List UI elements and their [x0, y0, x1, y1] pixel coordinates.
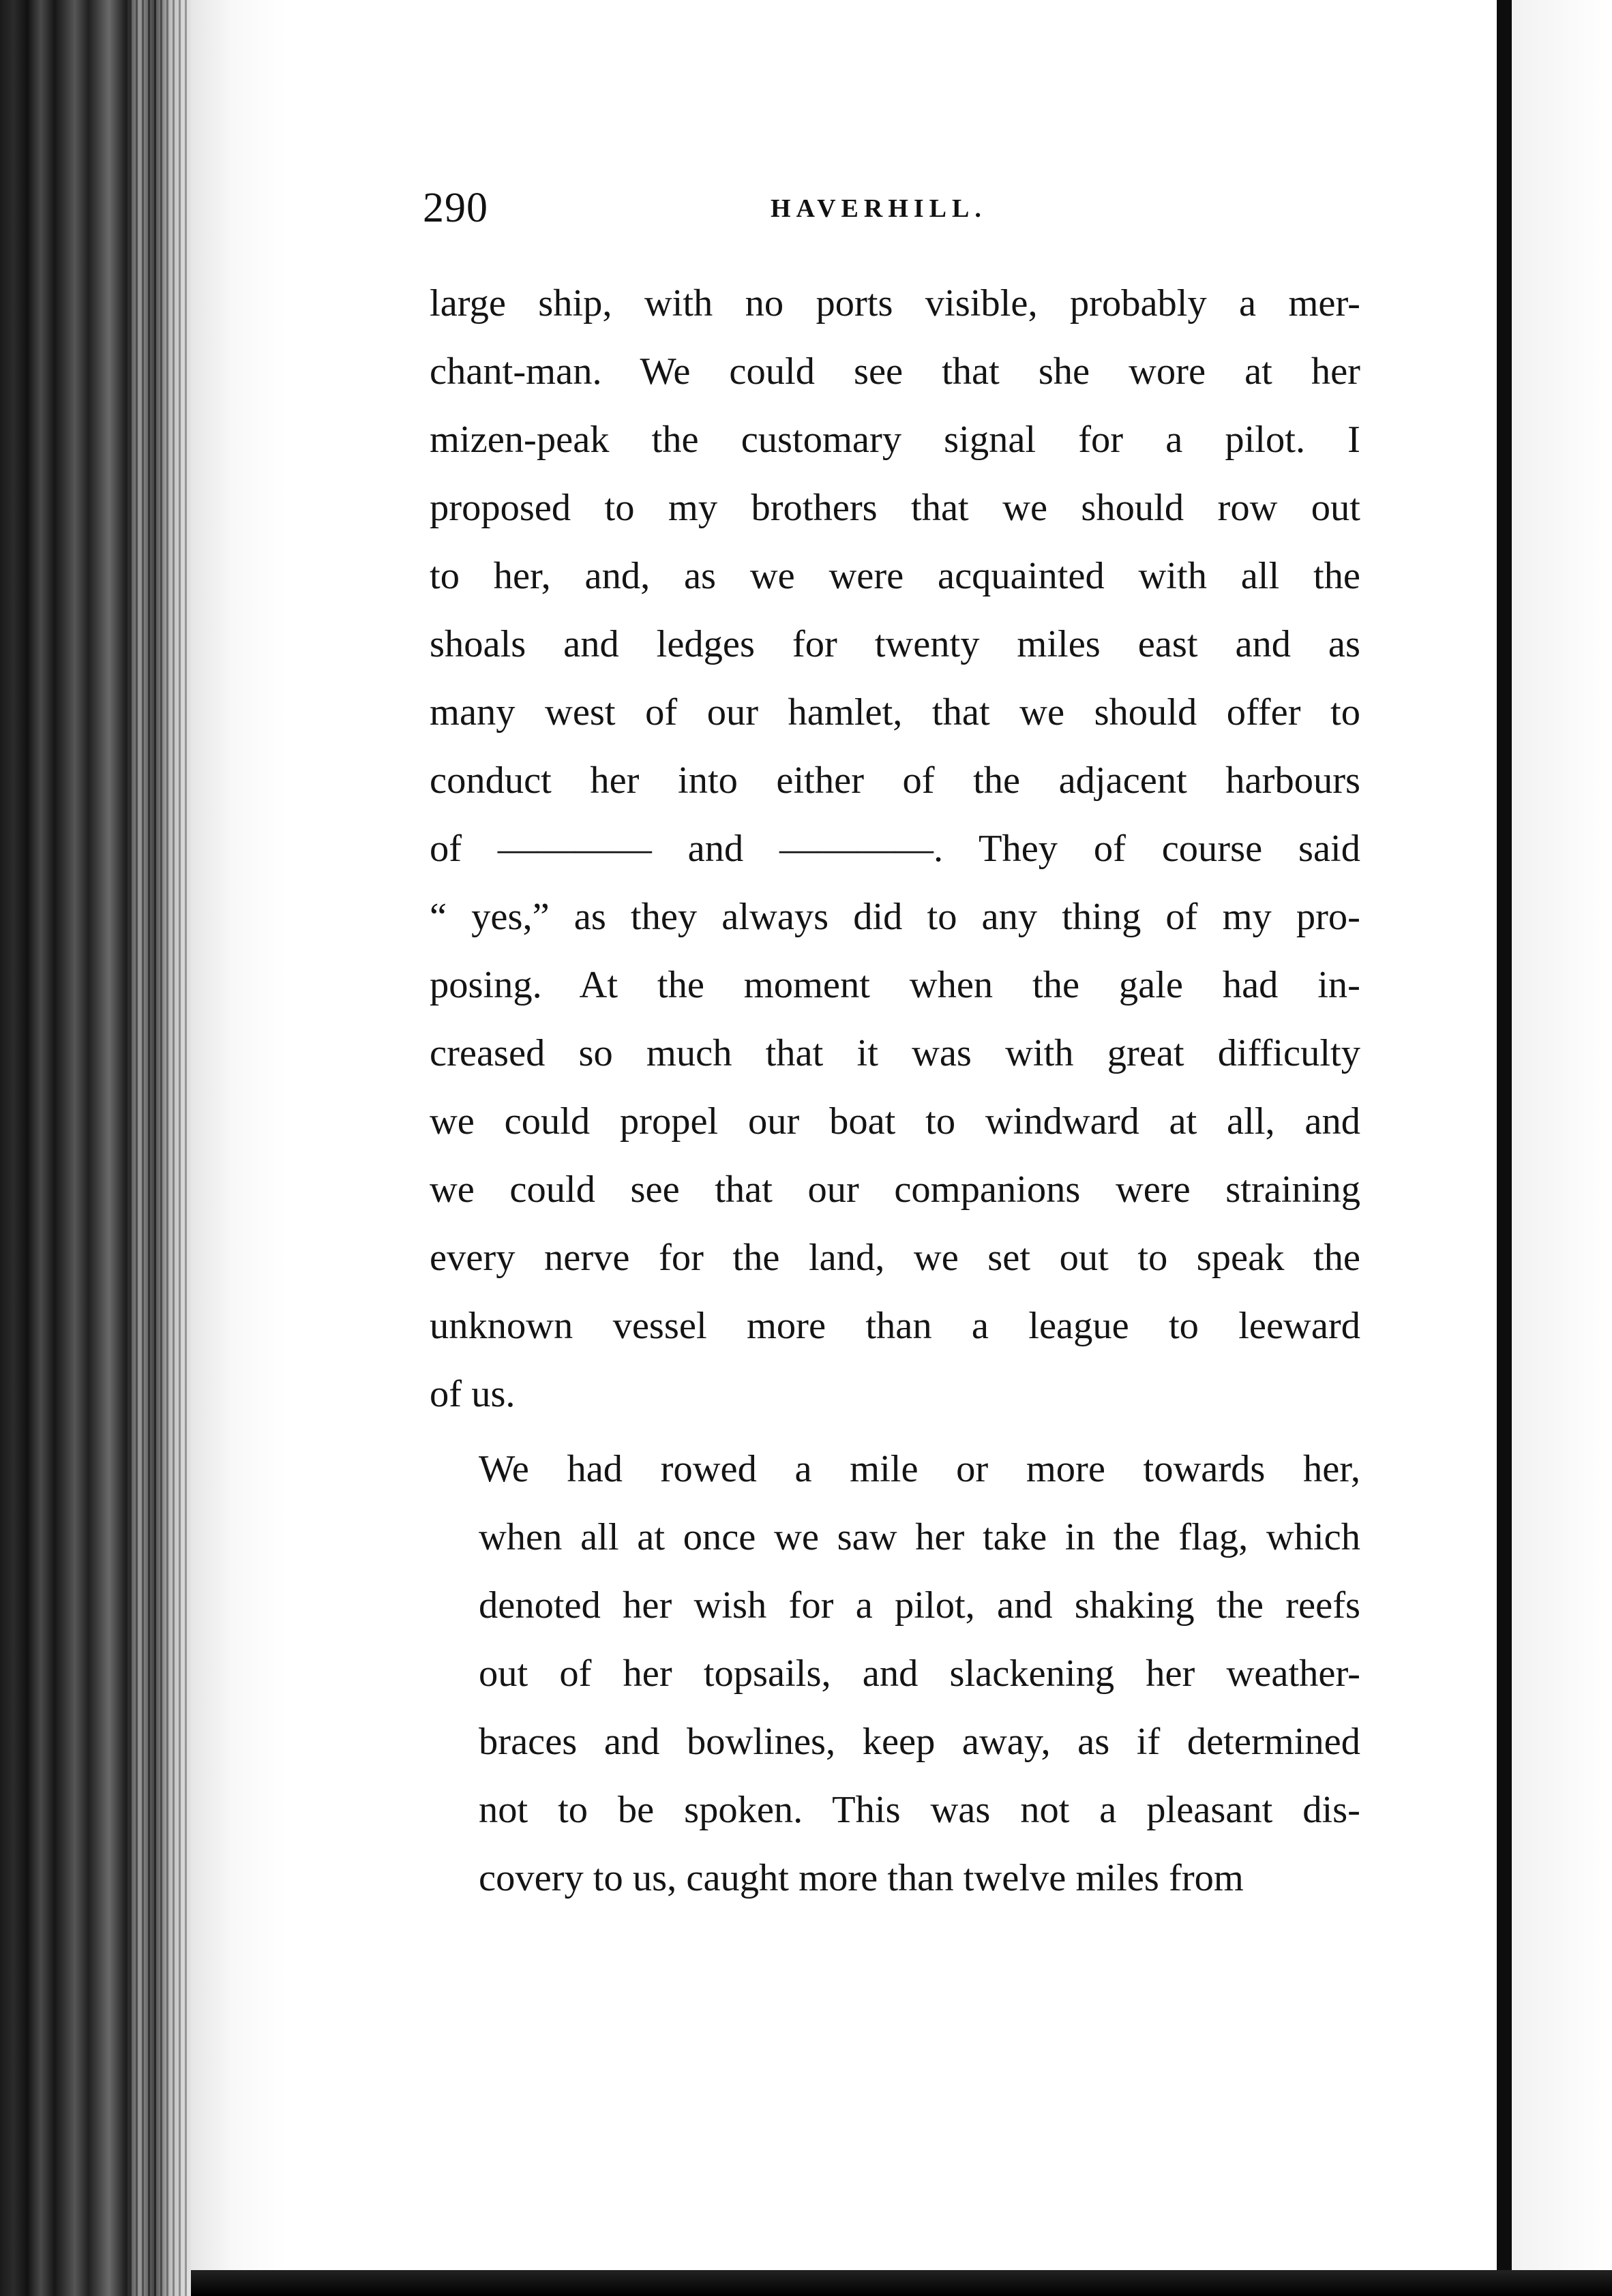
paragraph [430, 1435, 1360, 1912]
text-line: to her, and, as we were acquainted with all the [430, 555, 1360, 597]
text-line: not to be spoken. This was not a pleasant dis- [479, 1789, 1360, 1831]
text-line: out of her topsails, and slackening her weather- [479, 1652, 1360, 1695]
text-line: every nerve for the land, we set out to speak the [430, 1237, 1360, 1279]
text-line: posing. At the moment when the gale had in- [430, 964, 1360, 1006]
text-line: We had rowed a mile or more towards her, [479, 1448, 1360, 1490]
page-header [423, 184, 1364, 232]
text-line: of us. [430, 1373, 516, 1415]
right-margin-shadow [1497, 0, 1512, 2296]
bottom-margin-shadow [191, 2270, 1612, 2296]
text-line: when all at once we saw her take in the flag, which [479, 1516, 1360, 1558]
text-line: many west of our hamlet, that we should offer to [430, 691, 1360, 734]
text-line: conduct her into either of the adjacent harbours [430, 759, 1360, 802]
next-page-edge [1512, 0, 1612, 2296]
text-line: “ yes,” as they always did to any thing of my pro- [430, 896, 1360, 938]
page-number: 290 [423, 185, 488, 231]
text-line: unknown vessel more than a league to leeward [430, 1305, 1360, 1347]
text-line: proposed to my brothers that we should row out [430, 487, 1360, 529]
text-line: mizen-peak the customary signal for a pilot. I [430, 419, 1360, 461]
text-line: denoted her wish for a pilot, and shaking the reefs [479, 1584, 1360, 1627]
text-line: braces and bowlines, keep away, as if determined [479, 1721, 1360, 1763]
text-line: large ship, with no ports visible, probably a mer- [430, 282, 1360, 324]
text-line: creased so much that it was with great difficulty [430, 1032, 1360, 1074]
text-line: we could see that our companions were straining [430, 1168, 1360, 1211]
text-line: shoals and ledges for twenty miles east and as [430, 623, 1360, 665]
text-line: we could propel our boat to windward at all, and [430, 1100, 1360, 1143]
text-line: covery to us, caught more than twelve miles from [479, 1857, 1244, 1899]
paragraph [430, 269, 1360, 1428]
running-head: HAVERHILL. [771, 194, 987, 223]
page-edges [130, 0, 191, 2296]
body-text [430, 269, 1360, 1912]
text-line: chant-man. We could see that she wore at her [430, 350, 1360, 393]
text-line: of ———— and ————. They of course said [430, 828, 1360, 870]
